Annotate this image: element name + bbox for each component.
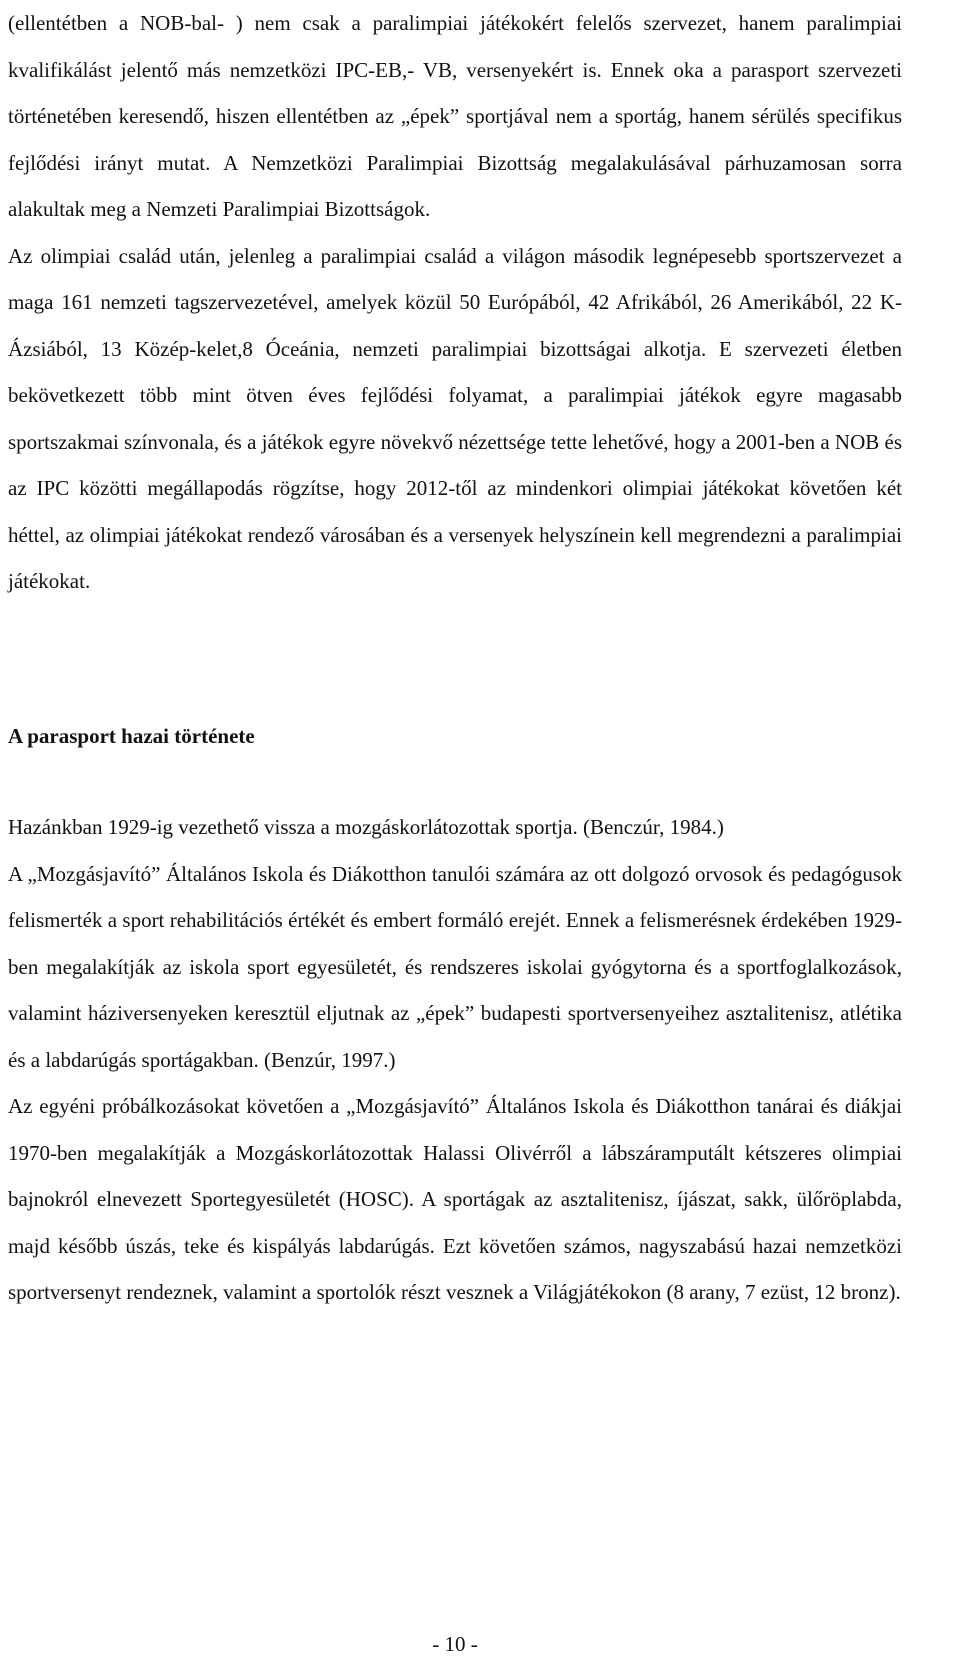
paragraph-continuation: (ellentétben a NOB-bal- ) nem csak a paralimpiai játékokért felelős szervezet, hanem paralimpiai kvalifikálást jelentő más nemzetközi IPC-EB,- VB, versenyekért is. Ennek oka a parasport szervezeti történetében keresendő, hiszen ellentétben az „épek” sportjával nem a sportág, hanem sérülés specifikus fejlődési irányt mutat. A Nemzetközi Paralimpiai Bizottság megalakulásával párhuzamosan sorra alakultak meg a Nemzeti Paralimpiai Bizottságok. xyxy=(8,11,902,221)
page-number: - 10 - xyxy=(432,1632,478,1656)
paragraph-olympic-family: Az olimpiai család után, jelenleg a paralimpiai család a világon második legnépesebb sportszervezet a maga 161 nemzeti tagszervezetével, amelyek közül 50 Európából, 42 Afrikából, 26 Amerikából, 22 K-Ázsiából, 13 Közép-kelet,8 Óceánia, nemzeti paralimpiai bizottságai alkotja. E szervezeti életben bekövetkezett több mint ötven éves fejlődési folyamat, a paralimpiai játékok egyre magasabb sportszakmai színvonala, és a játékok egyre növekvő nézettsége tette lehetővé, hogy a 2001-ben a NOB és az IPC közötti megállapodás rögzítse, hogy 2012-től az mindenkori olimpiai játékokat követően két héttel, az olimpiai játékokat rendező városában és a versenyek helyszínein kell megrendezni a paralimpiai játékokat. xyxy=(8,243,902,593)
bottom-text-block xyxy=(8,804,902,1316)
paragraph-school: A „Mozgásjavító” Általános Iskola és Diákotthon tanulói számára az ott dolgozó orvosok és pedagógusok felismerték a sport rehabilitációs értékét és embert formáló erejét. Ennek a felismerésnek érdekében 1929-ben megalakítják az iskola sport egyesületét, és rendszeres iskolai gyógytorna és a sportfoglalkozások, valamint háziversenyeken keresztül eljutnak az „épek” budapesti sportversenyeihez asztalitenisz, atlétika és a labdarúgás sportágakban. (Benzúr, 1997.) xyxy=(8,861,902,1072)
section-title: A parasport hazai története xyxy=(8,724,255,748)
top-text-block xyxy=(8,0,902,605)
paragraph-1929: Hazánkban 1929-ig vezethető vissza a mozgáskorlátozottak sportja. (Benczúr, 1984.) xyxy=(8,815,724,839)
paragraph-hosc: Az egyéni próbálkozásokat követően a „Mozgásjavító” Általános Iskola és Diákotthon tanárai és diákjai 1970-ben megalakítják a Mozgáskorlátozottak Halassi Olivérről a lábszáramputált kétszeres olimpiai bajnokról elnevezett Sportegyesületét (HOSC). A sportágak az asztalitenisz, íjászat, sakk, ülőröplabda, majd később úszás, teke és kispályás labdarúgás. Ezt követően számos, nagyszabású hazai nemzetközi sportversenyt rendeznek, valamint a sportolók részt vesznek a Világjátékokon (8 arany, 7 ezüst, 12 bronz). xyxy=(8,1094,902,1304)
